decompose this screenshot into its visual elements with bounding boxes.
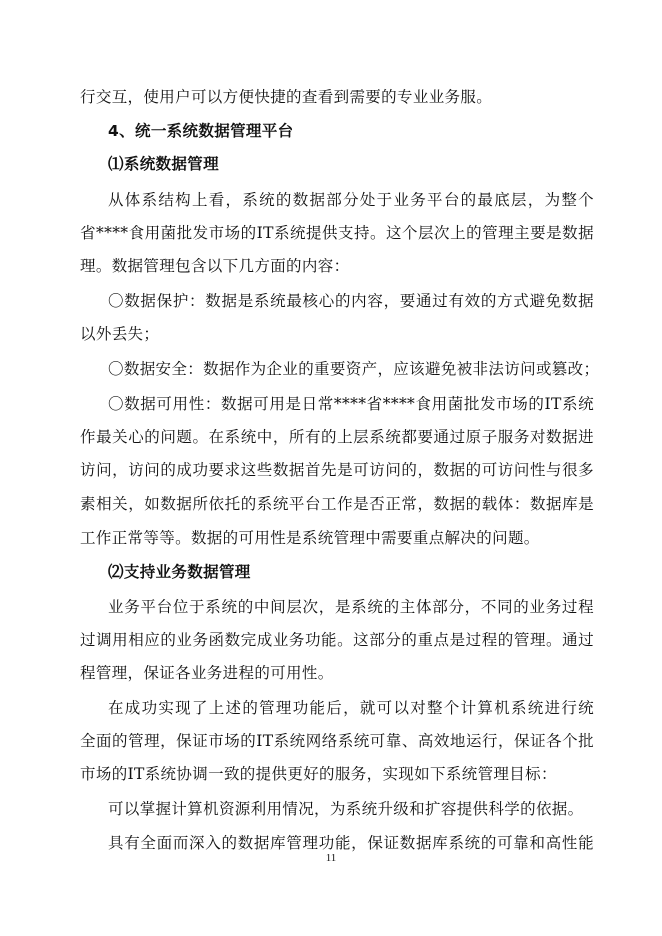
- subsection-heading: ⑵支持业务数据管理: [108, 563, 251, 581]
- paragraph-line: 素相关，如数据所依托的系统平台工作是否正常，数据的载体：数据库是: [80, 495, 594, 513]
- subsection-heading: ⑴系统数据管理: [108, 155, 219, 173]
- paragraph-line: 市场的IT系统协调一致的提供更好的服务，实现如下系统管理目标：: [80, 765, 557, 783]
- list-item: 〇数据保护：数据是系统最核心的内容，要通过有效的方式避免数据: [108, 292, 594, 310]
- paragraph-line: 行交互，使用户可以方便快捷的查看到需要的专业业务服。: [80, 88, 493, 106]
- paragraph-line: 业务平台位于系统的中间层次，是系统的主体部分，不同的业务过程: [108, 598, 594, 616]
- paragraph-line: 过调用相应的业务函数完成业务功能。这部分的重点是过程的管理。通过: [80, 631, 594, 649]
- paragraph-line: 以外丢失；: [80, 325, 160, 343]
- paragraph-line: 工作正常等等。数据的可用性是系统管理中需要重点解决的问题。: [80, 529, 540, 547]
- list-item: 〇数据安全：数据作为企业的重要资产，应该避免被非法访问或篡改；: [108, 360, 600, 378]
- paragraph-line: 具有全面而深入的数据库管理功能，保证数据库系统的可靠和高性能: [108, 834, 594, 852]
- paragraph-line: 全面的管理，保证市场的IT系统网络系统可靠、高效地运行，保证各个批: [80, 732, 594, 750]
- paragraph-line: 可以掌握计算机资源利用情况，为系统升级和扩容提供科学的依据。: [108, 800, 584, 818]
- paragraph-line: 访问，访问的成功要求这些数据首先是可访问的，数据的可访问性与很多: [80, 461, 594, 479]
- paragraph-line: 从体系结构上看，系统的数据部分处于业务平台的最底层，为整个: [108, 191, 594, 209]
- paragraph-line: 在成功实现了上述的管理功能后，就可以对整个计算机系统进行统: [108, 699, 594, 717]
- paragraph-line: 省****食用菌批发市场的IT系统提供支持。这个层次上的管理主要是数据: [80, 224, 594, 242]
- paragraph-line: 作最关心的问题。在系统中，所有的上层系统都要通过原子服务对数据进: [80, 428, 594, 446]
- page-number: 11: [325, 852, 337, 864]
- section-heading: 4、统一系统数据管理平台: [108, 122, 294, 140]
- list-item: 〇数据可用性：数据可用是日常****省****食用菌批发市场的IT系统: [108, 395, 594, 413]
- paragraph-line: 理。数据管理包含以下几方面的内容：: [80, 257, 350, 275]
- paragraph-line: 程管理，保证各业务进程的可用性。: [80, 664, 334, 682]
